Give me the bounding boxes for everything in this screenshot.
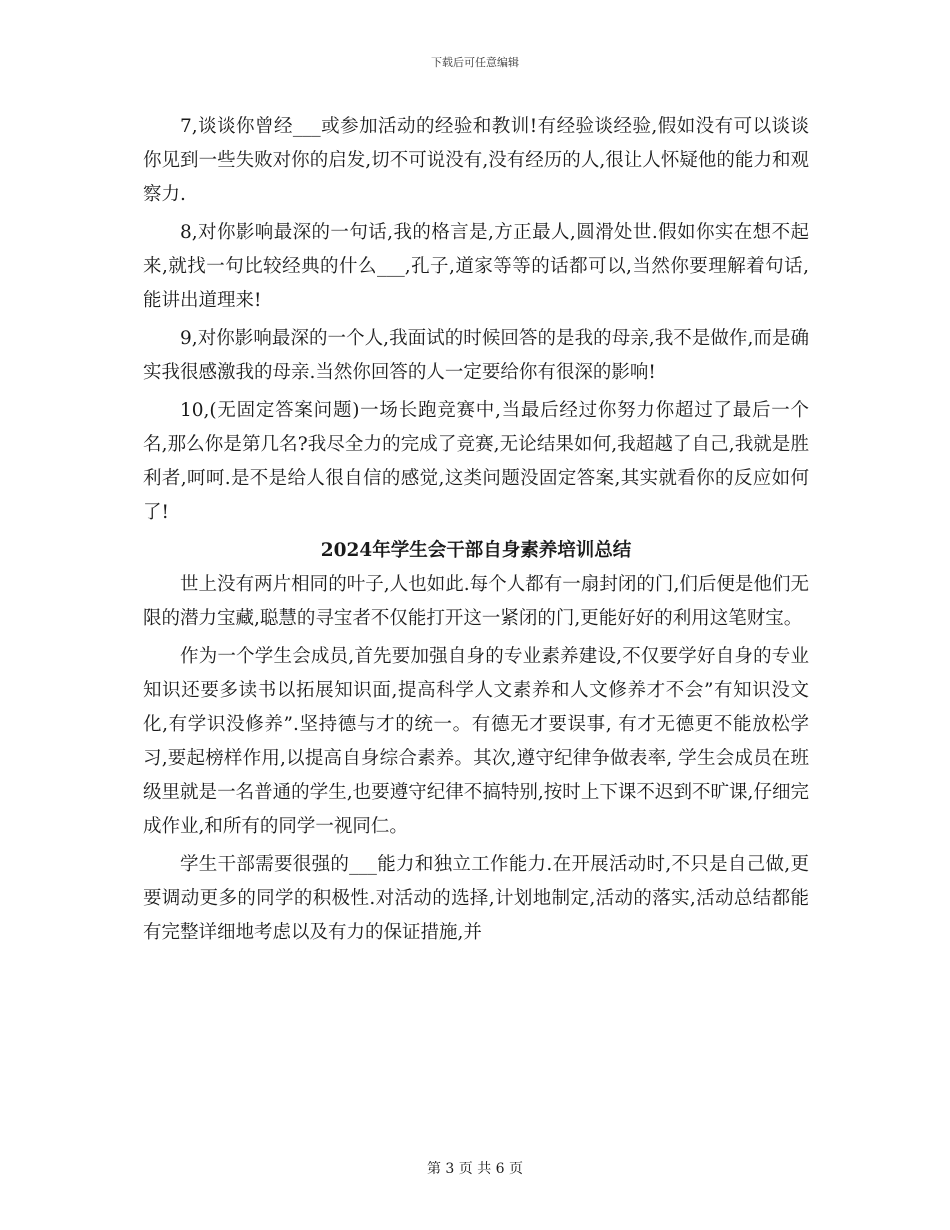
paragraph-organization-ability: 学生干部需要很强的___能力和独立工作能力.在开展活动时,不只是自己做,更要调动更多的同学的积极性.对活动的选择,计划地制定,活动的落实,活动总结都能有完整详细地考虑以及有力的保证措施,并 [143, 854, 809, 943]
section-title: 2024年学生会干部自身素养培训总结 [320, 540, 632, 561]
paragraph-q9: 9,对你影响最深的一个人,我面试的时候回答的是我的母亲,我不是做作,而是确实我很感激我的母亲.当然你回答的人一定要给你有很深的影响! [143, 328, 809, 383]
paragraph-q8: 8,对你影响最深的一句话,我的格言是,方正最人,圆滑处世.假如你实在想不起来,就找一句比较经典的什么___,孔子,道家等等的话都可以,当然你要理解着句话,能讲出道理来! [143, 222, 809, 311]
document-body [143, 110, 809, 954]
paragraph-q7: 7,谈谈你曾经___或参加活动的经验和教训!有经验谈经验,假如没有可以谈谈你见到一些失败对你的启发,切不可说没有,没有经历的人,很让人怀疑他的能力和观察力. [143, 116, 809, 205]
page-footer: 第 3 页 共 6 页 [426, 1161, 524, 1177]
paragraph-intro: 世上没有两片相同的叶子,人也如此.每个人都有一扇封闭的门,们后便是他们无限的潜力宝藏,聪慧的寻宝者不仅能打开这一紧闭的门,更能好好的利用这笔财宝。 [143, 574, 809, 629]
paragraph-q10: 10,(无固定答案问题)一场长跑竞赛中,当最后经过你努力你超过了最后一个名,那么你是第几名?我尽全力的完成了竞赛,无论结果如何,我超越了自己,我就是胜利者,呵呵.是不是给人很自信的感觉,这类问题没固定答案,其实就看你的反应如何了! [143, 400, 809, 523]
paragraph-professional-quality: 作为一个学生会成员,首先要加强自身的专业素养建设,不仅要学好自身的专业知识还要多读书以拓展知识面,提高科学人文素养和人文修养才不会”有知识没文化,有学识没修养”.坚持德与才的统一。有德无才要误事, 有才无德更不能放松学习,要起榜样作用,以提高自身综合素养。其次,遵守纪律争做表率, 学生会成员在班级里就是一名普通的学生,也要遵守纪律不搞特别,按时上下课不迟到不旷课,仔细完成作业,和所有的同学一视同仁。 [143, 646, 809, 837]
page-header: 下载后可任意编辑 [431, 56, 519, 69]
